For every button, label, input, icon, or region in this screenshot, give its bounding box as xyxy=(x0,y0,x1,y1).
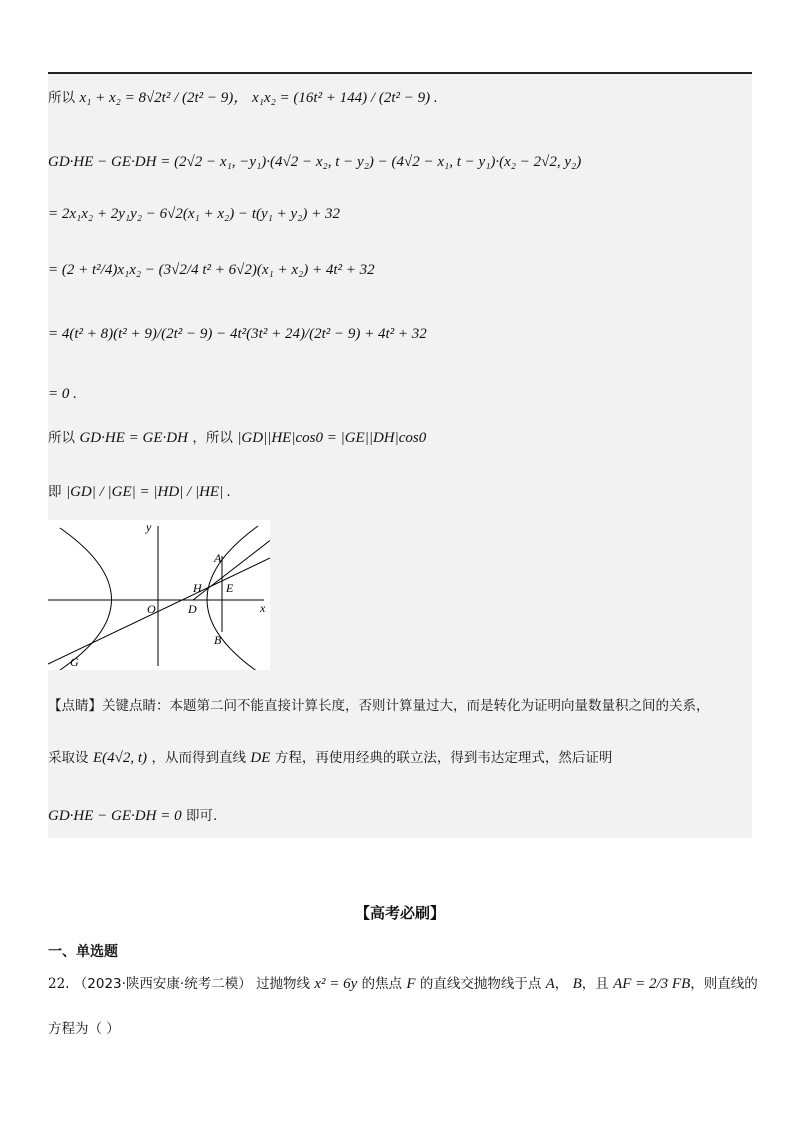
question-source: （2023·陕西安康·统考二模） xyxy=(73,976,252,992)
ratio-conclusion: |GD| / |GE| = |HD| / |HE| . xyxy=(65,484,231,500)
label-d: D xyxy=(188,602,197,616)
question-text: ，且 xyxy=(581,976,609,992)
comment-line-1: 【点睛】关键点睛：本题第二问不能直接计算长度，否则计算量过大，而是转化为证明向量数量积之间的关系， xyxy=(48,698,710,714)
hyperbola-graph xyxy=(48,520,270,670)
section-title: 一、单选题 xyxy=(48,944,118,960)
question-text: ，则直线的 xyxy=(690,976,758,992)
label-g: G xyxy=(70,655,79,669)
line-de-name: DE xyxy=(250,750,271,766)
left-branch xyxy=(60,528,112,670)
x-axis-label: x xyxy=(260,601,266,615)
comment-text: 即可. xyxy=(186,808,218,824)
parabola-equation: x² = 6y xyxy=(314,976,358,992)
substituted-expression: = 4(t² + 8)(t² + 9)/(2t² − 9) − 4t²(3t² + 24)/(2t² − 9) + 4t² + 32 xyxy=(48,326,427,342)
solution-line-6 xyxy=(48,386,77,403)
grouped-expression: = (2 + t²/4)x₁x₂ − (3√2/4 t² + 6√2)(x₁ + x₂) + 4t² + 32 xyxy=(48,262,375,278)
solution-line-3 xyxy=(48,206,340,223)
vector-ratio: AF = 2/3 FB xyxy=(613,976,691,992)
right-branch xyxy=(207,526,258,670)
solution-line-4 xyxy=(48,262,375,279)
proof-target: GD·HE − GE·DH = 0 xyxy=(48,808,182,824)
label-b: B xyxy=(214,633,222,647)
result-zero: = 0 . xyxy=(48,386,77,402)
y-axis-label: y xyxy=(146,520,152,534)
focus-f: F xyxy=(406,976,416,992)
question-number: 22. xyxy=(48,976,70,992)
question-text: 过抛物线 xyxy=(256,976,311,992)
comment-text: 采取设 xyxy=(48,750,89,766)
question-text: ， xyxy=(554,976,569,992)
graph-svg xyxy=(48,520,270,670)
cosine-equality: |GD||HE|cos0 = |GE||DH|cos0 xyxy=(237,430,427,446)
dot-equality: GD·HE = GE·DH xyxy=(79,430,188,446)
section-heading: 【高考必刷】 xyxy=(354,904,445,922)
comment-line-2 xyxy=(48,746,612,767)
simplified-expression: = 2x₁x₂ + 2y₁y₂ − 6√2(x₁ + x₂) − t(y₁ + y₂) + 32 xyxy=(48,206,340,222)
point-a: A xyxy=(545,976,555,992)
comment-text: 方程，再使用经典的联立法，得到韦达定理式，然后证明 xyxy=(274,750,613,766)
prefix-text: 所以 xyxy=(48,430,75,446)
label-h: H xyxy=(193,581,202,595)
vieta-formulas: x₁ + x₂ = 8√2t² / (2t² − 9)， x₁x₂ = (16t² + 144) / (2t² − 9) . xyxy=(79,90,438,106)
solution-line-2 xyxy=(48,154,581,171)
label-a: A xyxy=(214,551,222,565)
dot-product-expansion: GD·HE − GE·DH = (2√2 − x₁, −y₁)·(4√2 − x₂, t − y₂) − (4√2 − x₁, t − y₁)·(x₂ − 2√2, y₂) xyxy=(48,154,582,170)
comment-line-3 xyxy=(48,804,217,825)
label-e: E xyxy=(226,581,234,595)
prefix-text: 即 xyxy=(48,484,62,500)
question-line-2: 方程为（ ） xyxy=(48,1021,120,1037)
solution-line-1 xyxy=(48,86,438,107)
label-o: O xyxy=(147,602,156,616)
solution-line-7 xyxy=(48,426,426,447)
comment-text: ，从而得到直线 xyxy=(151,750,246,766)
solution-line-8 xyxy=(48,480,231,501)
connector-text: ，所以 xyxy=(192,430,233,446)
point-e: E(4√2, t) xyxy=(92,750,148,766)
question-text: 的焦点 xyxy=(361,976,403,992)
prefix-text: 所以 xyxy=(48,90,75,106)
line-gd xyxy=(48,558,270,664)
question-line-1 xyxy=(48,972,760,993)
solution-block xyxy=(48,74,752,838)
question-text: 的直线交抛物线于点 xyxy=(419,976,542,992)
solution-line-5 xyxy=(48,326,427,343)
point-b: B xyxy=(572,976,582,992)
